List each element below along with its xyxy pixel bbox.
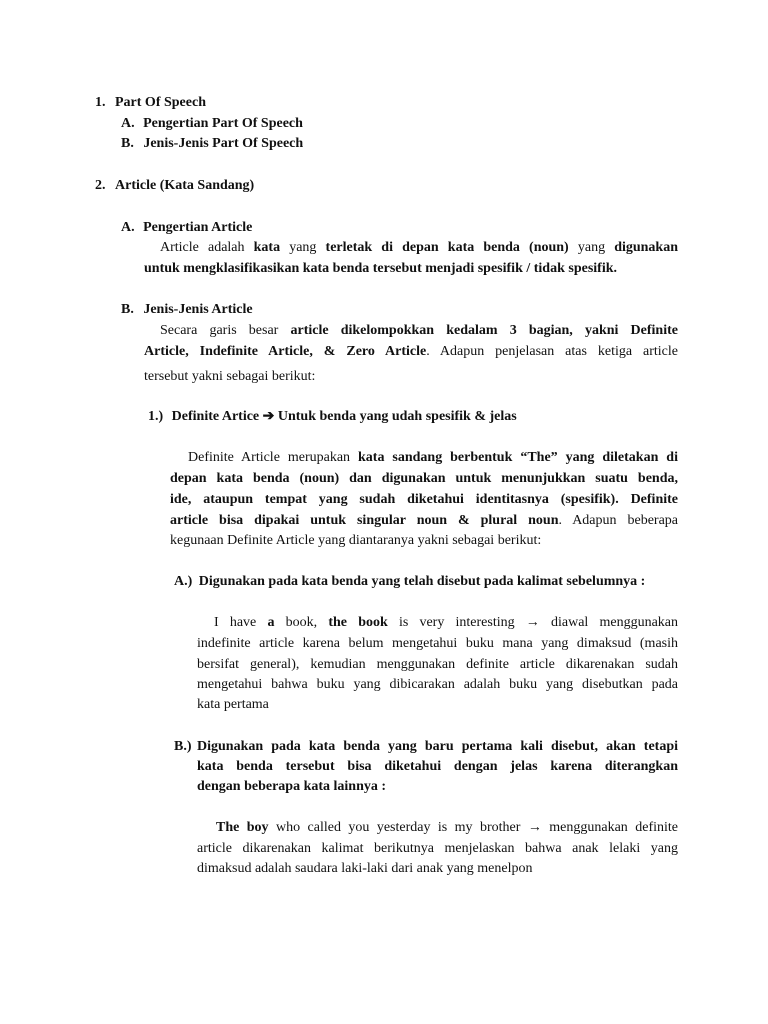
- text-run: Secara garis besar: [160, 323, 291, 338]
- usage-b-example-line-2: article dikarenakan kalimat berikutnya menjelaskan bahwa anak lelaki yang: [197, 841, 678, 856]
- definite-para-line-3: ide, ataupun tempat yang sudah diketahui identitasnya (spesifik). Definite: [170, 492, 678, 507]
- list-marker: A.: [121, 116, 135, 131]
- usage-b-title-line-3: dengan beberapa kata lainnya :: [197, 779, 387, 794]
- subsection-b-heading: [121, 300, 253, 320]
- usage-a-example-line-3: bersifat general), kemudian menggunakan definite article dikarenakan sudah: [197, 657, 678, 672]
- right-arrow-icon: ➔: [262, 409, 275, 424]
- section-1-item-b: [121, 134, 303, 154]
- text-run: . Adapun beberapa: [558, 513, 678, 528]
- usage-b-example-line-3: dimaksud adalah saudara laki-laki dari anak yang menelpon: [197, 861, 533, 876]
- section-1-item-a: [121, 114, 303, 134]
- list-marker: B.): [174, 739, 192, 754]
- text-run: is very interesting → diawal menggunakan: [387, 615, 679, 630]
- text-run: digunakan: [614, 240, 679, 255]
- section-2-number: 2.: [95, 178, 106, 193]
- subsection-a-line-1: [144, 238, 678, 258]
- usage-a-title: Digunakan pada kata benda yang telah disebut pada kalimat sebelumnya :: [198, 574, 646, 589]
- subsection-b-title: Jenis-Jenis Article: [143, 302, 253, 317]
- usage-b-title-line-1: Digunakan pada kata benda yang baru pertama kali disebut, akan tetapi: [197, 739, 678, 754]
- definite-article-subtitle: Untuk benda yang udah spesifik & jelas: [277, 409, 517, 424]
- usage-a-example-line-2: indefinite article karena belum mengetahui buku mana yang dimaksud (masih: [197, 636, 678, 651]
- section-1-number: 1.: [95, 95, 106, 110]
- text-run: The boy: [216, 820, 269, 835]
- usage-b-title-line-2: kata benda tersebut bisa diketahui dengan jelas karena diterangkan: [197, 759, 678, 774]
- usage-a-example-line-1: [197, 613, 678, 633]
- text-run: kata: [253, 240, 281, 255]
- list-item-text: Jenis-Jenis Part Of Speech: [143, 136, 304, 151]
- list-marker: B.: [121, 136, 134, 151]
- subsection-b-line-1: [144, 321, 678, 341]
- section-1-heading: [95, 93, 206, 113]
- usage-b-example-line-1: [197, 818, 678, 838]
- text-run: book,: [274, 615, 329, 630]
- definite-para-line-2: depan kata benda (noun) dan digunakan untuk menunjukkan suatu benda,: [170, 471, 678, 486]
- text-run: yang: [568, 240, 615, 255]
- text-run: a: [267, 615, 275, 630]
- usage-a-heading: [174, 572, 645, 592]
- definite-article-title: Definite Artice: [171, 409, 260, 424]
- subsection-b-line-2: [144, 342, 678, 362]
- list-marker: B.: [121, 302, 134, 317]
- definite-para-line-4: [170, 511, 678, 531]
- usage-b-heading: [174, 737, 192, 757]
- list-marker: A.): [174, 574, 193, 589]
- definite-article-heading: [148, 407, 517, 427]
- definite-para-line-1: [170, 448, 678, 468]
- subsection-b-line-3: tersebut yakni sebagai berikut:: [144, 369, 316, 384]
- section-2-heading: [95, 176, 254, 196]
- section-2-title: Article (Kata Sandang): [115, 178, 255, 193]
- subsection-a-heading: [121, 218, 252, 238]
- list-marker: A.: [121, 220, 135, 235]
- definite-para-line-5: kegunaan Definite Article yang diantaranya yakni sebagai berikut:: [170, 533, 542, 548]
- text-run: article dikelompokkan kedalam 3 bagian, yakni Definite: [290, 323, 678, 338]
- text-run: I have: [214, 615, 268, 630]
- usage-a-example-line-4: mengetahui bahwa buku yang dibicarakan adalah buku yang disebutkan pada: [197, 677, 678, 692]
- list-marker: 1.): [148, 409, 164, 424]
- subsection-a-line-2: untuk mengklasifikasikan kata benda tersebut menjadi spesifik / tidak spesifik.: [144, 261, 617, 276]
- text-run: who called you yesterday is my brother → menggunakan definite: [268, 820, 678, 835]
- text-run: Article, Indefinite Article, & Zero Article: [144, 344, 427, 359]
- subsection-a-title: Pengertian Article: [143, 220, 253, 235]
- usage-a-example-line-5: kata pertama: [197, 697, 269, 712]
- text-run: terletak di depan kata benda (noun): [325, 240, 569, 255]
- text-run: Definite Article merupakan: [188, 450, 358, 465]
- text-run: kata sandang berbentuk “The” yang diletakan di: [358, 450, 678, 465]
- text-run: . Adapun penjelasan atas ketiga article: [426, 344, 678, 359]
- text-run: the book: [328, 615, 388, 630]
- text-run: article bisa dipakai untuk singular noun & plural noun: [170, 513, 559, 528]
- list-item-text: Pengertian Part Of Speech: [143, 116, 303, 131]
- section-1-title: Part Of Speech: [115, 95, 206, 110]
- text-run: yang: [280, 240, 326, 255]
- text-run: Article adalah: [160, 240, 254, 255]
